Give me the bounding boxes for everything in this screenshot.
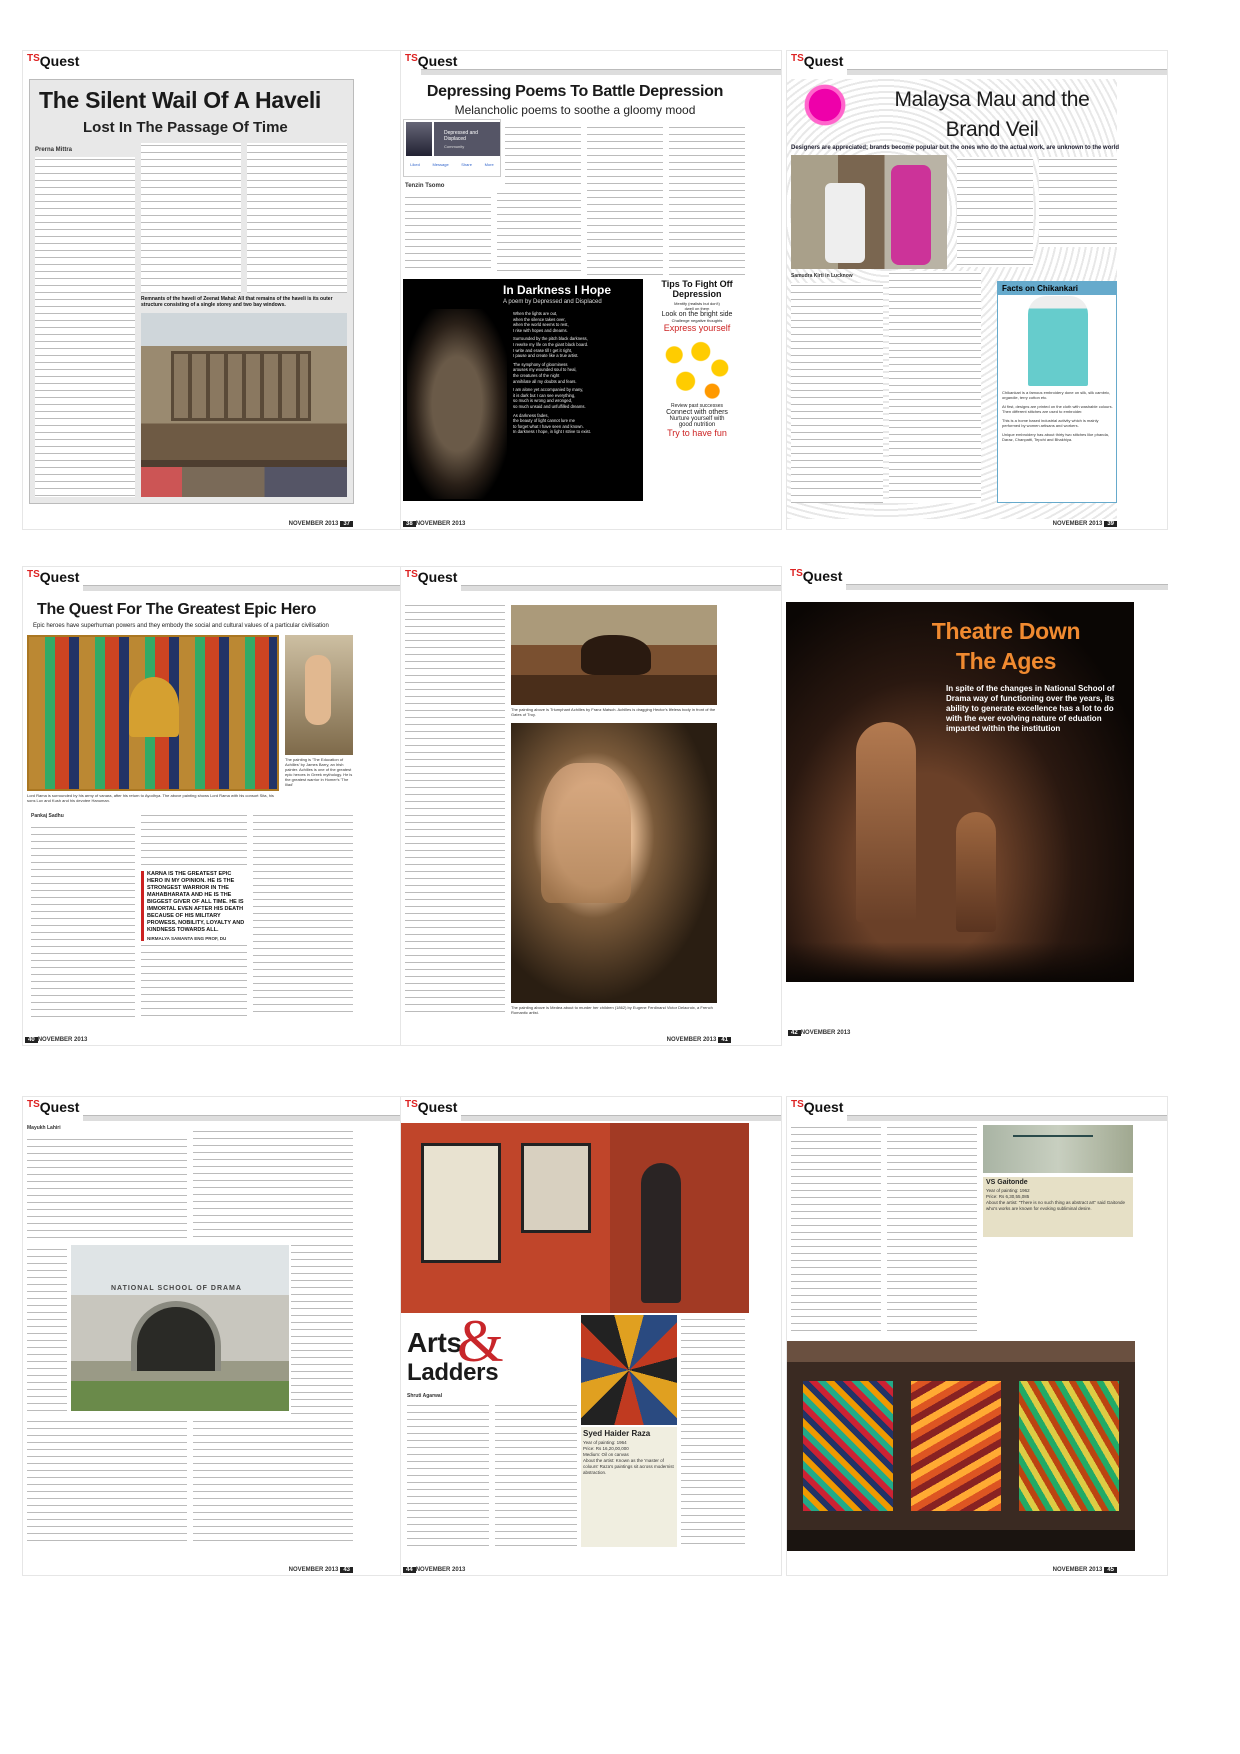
byline: Samudra Kirti in Lucknow xyxy=(791,273,853,279)
page-arts-2 xyxy=(786,1096,1168,1576)
gaitonde-info-line: Year of painting: 1962 xyxy=(986,1188,1030,1193)
article-deck: Epic heroes have superhuman powers and they embody the social and cultural values of a particular civilisation xyxy=(33,623,329,629)
article-subtitle: Lost In The Passage Of Time xyxy=(83,119,288,136)
masthead: $^{TS}$Quest xyxy=(27,53,80,69)
article-deck: Designers are appreciated; brands become popular but the ones who do the actual work, are unknown to the world xyxy=(791,145,1120,151)
page-footer: 38 NOVEMBER 2013 xyxy=(401,521,465,527)
title-ampersand: & xyxy=(457,1308,504,1374)
body-text xyxy=(35,157,135,497)
page-footer: 40 NOVEMBER 2013 xyxy=(23,1037,87,1043)
fact-item: At first, designs are printed on the cloth with washable colours. Then different stitches are used to embroider. xyxy=(1002,404,1113,414)
page-footer: 42 NOVEMBER 2013 xyxy=(786,1030,850,1036)
article-title: Depressing Poems To Battle Depression xyxy=(426,83,724,100)
tip-line: Challenge negative thoughts xyxy=(671,318,723,323)
achilles-caption: The painting is 'The Education of Achilles' by James Barry, an Irish painter. Achilles is one of the greatest epic heroes in Greek mythology. He is the greatest warrior in Homer's 'The Iliad' xyxy=(285,757,353,787)
body-text xyxy=(887,1125,977,1335)
poem-line: the creatures of the night xyxy=(513,372,560,378)
body-text xyxy=(505,125,581,185)
photo-caption: Remnants of the haveli of Zeenat Mahal: All that remains of the haveli is its outer structure consisting of a single storey and two bay windows. xyxy=(141,296,333,308)
body-text xyxy=(31,825,135,1017)
facts-box xyxy=(997,281,1117,503)
tips-title: Tips To Fight Off Depression xyxy=(661,279,733,299)
poem-subtitle: A poem by Depressed and Displaced xyxy=(503,299,602,305)
body-text xyxy=(141,813,247,869)
tip-line: Mentify (realists but don't) xyxy=(674,301,720,306)
model-photo xyxy=(1028,296,1088,386)
byline: Prerna Mittra xyxy=(35,147,73,153)
poem-line: annihilate all my doubts and fears. xyxy=(513,378,577,384)
pull-quote xyxy=(141,871,247,941)
raza-box-title: Syed Haider Raza xyxy=(583,1429,651,1438)
byline: Pankaj Sadhu xyxy=(31,813,64,819)
masthead: $^{TS}$Quest xyxy=(791,1099,844,1115)
fb-like-button: Liked xyxy=(410,162,420,167)
page-nsd xyxy=(22,1096,404,1576)
article-title: Malaysa Mau and the Brand Veil xyxy=(894,88,1090,141)
body-text xyxy=(291,1243,353,1417)
page-epic-hero-2 xyxy=(400,566,782,1046)
gaitonde-info-line: Price: Rs 6,30,55,085 xyxy=(986,1194,1030,1199)
raza-info-line: Year of painting: 1964 xyxy=(583,1440,627,1445)
raza-info-line: Price: Rs 16,20,00,000 xyxy=(583,1446,629,1451)
article-title: The Silent Wail Of A Haveli xyxy=(39,87,322,113)
emoji-cluster-icon xyxy=(659,335,735,401)
artisan-photo xyxy=(791,155,947,269)
fb-share-button: Share xyxy=(461,162,472,167)
byline: Tenzin Tsomo xyxy=(405,183,445,189)
body-text xyxy=(405,195,491,271)
page-theatre xyxy=(786,566,1168,1046)
body-text xyxy=(141,143,241,293)
poem-line: Surrounded by the pitch black darkness, xyxy=(513,336,588,342)
nsd-building-photo xyxy=(71,1245,289,1411)
fb-message-button: Message xyxy=(432,162,449,167)
body-text xyxy=(681,1317,745,1547)
gaitonde-info-line: About the artist: "There is no such thing as abstract art" said Gaitonde who's works are known for evoking subliminal desire. xyxy=(986,1200,1126,1211)
body-text xyxy=(1039,157,1117,247)
haveli-photo xyxy=(141,313,347,497)
poem-line: so much unsaid and unfulfilled dreams. xyxy=(513,403,586,409)
poem-line: I write and erase till I get it right, xyxy=(513,347,573,353)
masthead: $^{TS}$Quest xyxy=(791,53,844,69)
raza-info-line: Medium: Oil on canvas xyxy=(583,1452,629,1457)
rama-painting xyxy=(27,635,279,791)
raza-info-box xyxy=(581,1427,677,1547)
facebook-page-card xyxy=(403,119,501,177)
page-footer: NOVEMBER 2013 45 xyxy=(1053,1567,1117,1573)
fact-item: Unique embroidery has about thirty two stitches like phanda, Daraz, Chanpatti, Tepchi and Bhakhiya. xyxy=(1002,432,1109,442)
body-text xyxy=(27,1419,187,1547)
poem-line: the beauty of light cannot lure me xyxy=(513,418,575,424)
poem-line: it is dark but I can see everything, xyxy=(513,392,576,398)
poem-line: In darkness I hope, in light I strive to exist. xyxy=(513,429,591,435)
facts-box-title: Facts on Chikankari xyxy=(998,282,1116,295)
masthead: $^{TS}$Quest xyxy=(27,1099,80,1115)
tip-line: Express yourself xyxy=(663,323,731,333)
body-text xyxy=(193,1129,353,1239)
tip-line: Review past successes xyxy=(671,403,723,409)
poem-line: The symphony of gloominess xyxy=(513,361,568,367)
gaitonde-painting xyxy=(983,1125,1133,1173)
poem-line: I rewrite my life on the giant black board. xyxy=(513,341,589,347)
body-text xyxy=(889,271,981,503)
masthead: $^{TS}$Quest xyxy=(405,569,458,585)
poem-line: I pause and create like a true artist. xyxy=(513,353,579,359)
masthead: $^{TS}$Quest xyxy=(405,53,458,69)
body-text xyxy=(495,1403,577,1549)
poem-lines xyxy=(513,311,643,438)
gaitonde-info-box xyxy=(983,1177,1133,1237)
fb-page-type: Community xyxy=(444,144,465,149)
body-text xyxy=(791,283,883,503)
page-chikankari xyxy=(786,50,1168,530)
title-ladders: Ladders xyxy=(407,1359,499,1386)
page-haveli xyxy=(22,50,404,530)
tip-line: Connect with others xyxy=(666,409,728,416)
brand-logo xyxy=(793,81,857,129)
raza-info-line: About the artist: Known as the 'master of colours' Raza's paintings sit across modernist abstraction. xyxy=(583,1458,674,1475)
poem-line: to forget what I have seen and known. xyxy=(513,423,584,429)
tip-line: Look on the bright side xyxy=(661,311,733,318)
fb-page-name: Depressed and Displaced xyxy=(444,130,478,142)
poem-line: I am alone yet accompanied by many, xyxy=(513,387,584,393)
poem-panel xyxy=(403,279,643,501)
achilles-painting xyxy=(285,635,353,755)
gallery-photo xyxy=(401,1123,749,1313)
page-epic-hero xyxy=(22,566,404,1046)
tip-line: Try to have fun xyxy=(667,428,727,438)
article-title: The Quest For The Greatest Epic Hero xyxy=(37,601,317,618)
fb-more-button: More xyxy=(484,162,494,167)
body-text xyxy=(957,157,1033,267)
body-text xyxy=(405,603,505,1013)
fact-item: Chikankari is a famous embroidery done on silk, silk cambric, organdie, terry cotton etc. xyxy=(1002,390,1111,400)
article-deck: In spite of the changes in National School of Drama way of functioning over the years, its ability to generate excellence has a lot to do with the ever evolving nature of eduation imparted within the institution xyxy=(946,684,1115,733)
body-text xyxy=(253,813,353,1017)
page-footer: NOVEMBER 2013 37 xyxy=(289,521,353,527)
body-text xyxy=(497,191,581,271)
raza-painting xyxy=(581,1315,677,1425)
poem-line: As darkness fades, xyxy=(513,412,549,418)
masthead: $^{TS}$Quest xyxy=(790,568,843,584)
page-footer: 44 NOVEMBER 2013 xyxy=(401,1567,465,1573)
gallery-paintings-photo xyxy=(787,1341,1135,1551)
title-arts: Arts xyxy=(407,1327,462,1358)
poem-title: In Darkness I Hope xyxy=(503,283,612,297)
page-footer: NOVEMBER 2013 43 xyxy=(289,1567,353,1573)
page-arts xyxy=(400,1096,782,1576)
achilles-chariot-painting xyxy=(511,605,717,705)
tip-line: Nurture yourself with xyxy=(669,416,725,422)
achilles-chariot-caption: The painting above is Triumphant Achilles by Franz Matsch. Achilles is dragging Hector's lifeless body in front of the Gates of Troy. xyxy=(511,707,716,717)
body-text xyxy=(193,1419,353,1547)
page-depression xyxy=(400,50,782,530)
byline: Mayukh Lahiri xyxy=(27,1125,61,1131)
article-title: Theatre Down The Ages xyxy=(931,618,1081,674)
byline: Shruti Agarwal xyxy=(407,1393,443,1399)
medea-painting xyxy=(511,723,717,1003)
masthead: $^{TS}$Quest xyxy=(27,569,80,585)
body-text xyxy=(27,1247,67,1417)
pull-quote-author: NIRMALYA SAMANTA ENG PROF, DU xyxy=(147,936,227,941)
gaitonde-box-title: VS Gaitonde xyxy=(986,1179,1028,1186)
masthead: $^{TS}$Quest xyxy=(405,1099,458,1115)
body-text xyxy=(669,125,745,275)
nsd-sign: NATIONAL SCHOOL OF DRAMA xyxy=(111,1285,242,1292)
body-text xyxy=(27,1137,187,1243)
poem-line: When the lights are out, xyxy=(513,311,558,316)
page-footer: NOVEMBER 2013 39 xyxy=(1053,521,1117,527)
fact-item: This is a home based industrial activity which is mainly performed by women artisans and workers. xyxy=(1002,418,1099,428)
poem-line: so much is wrong and wronged, xyxy=(513,398,573,404)
body-text xyxy=(247,143,347,293)
article-subtitle: Melancholic poems to soothe a gloomy mood xyxy=(454,103,696,117)
poem-line: arouses my wounded soul to heal, xyxy=(513,367,577,373)
tip-line: dwell on them xyxy=(684,306,710,311)
body-text xyxy=(791,1125,881,1335)
poem-line: when the silence takes over, xyxy=(513,316,566,322)
body-text xyxy=(407,1403,489,1549)
poem-line: when the world seems to rest, xyxy=(513,322,569,328)
poem-line: I rise with hopes and dreams. xyxy=(513,327,568,333)
tip-line: good nutrition xyxy=(678,422,716,428)
body-text xyxy=(587,125,663,275)
pull-quote-text: KARNA IS THE GREATEST EPIC HERO IN MY OPINION. HE IS THE STRONGEST WARRIOR IN THE MAHABHARATA AND HE IS THE BIGGEST GIVER OF ALL TIME. HE IS IMMORTAL EVEN AFTER HIS DEATH BECAUSE OF HIS MILITARY PROWESS, NOBILITY, LOYALTY AND KINDNESS TOWARDS ALL. xyxy=(147,871,245,933)
body-text xyxy=(141,943,247,1017)
tips-panel xyxy=(647,279,747,501)
page-footer: NOVEMBER 2013 41 xyxy=(667,1037,731,1043)
medea-caption: The painting above is Medea about to murder her children (1862) by Eugene Ferdinand Victor Delacroix, a French Romantic artist. xyxy=(511,1005,713,1015)
rama-caption: Lord Rama is surrounded by his army of vanara, after his return to Ayodhya. The above painting shows Lord Rama with his consort Sita, his sons Luv and Kush and his devotee Hanuman. xyxy=(27,793,274,803)
